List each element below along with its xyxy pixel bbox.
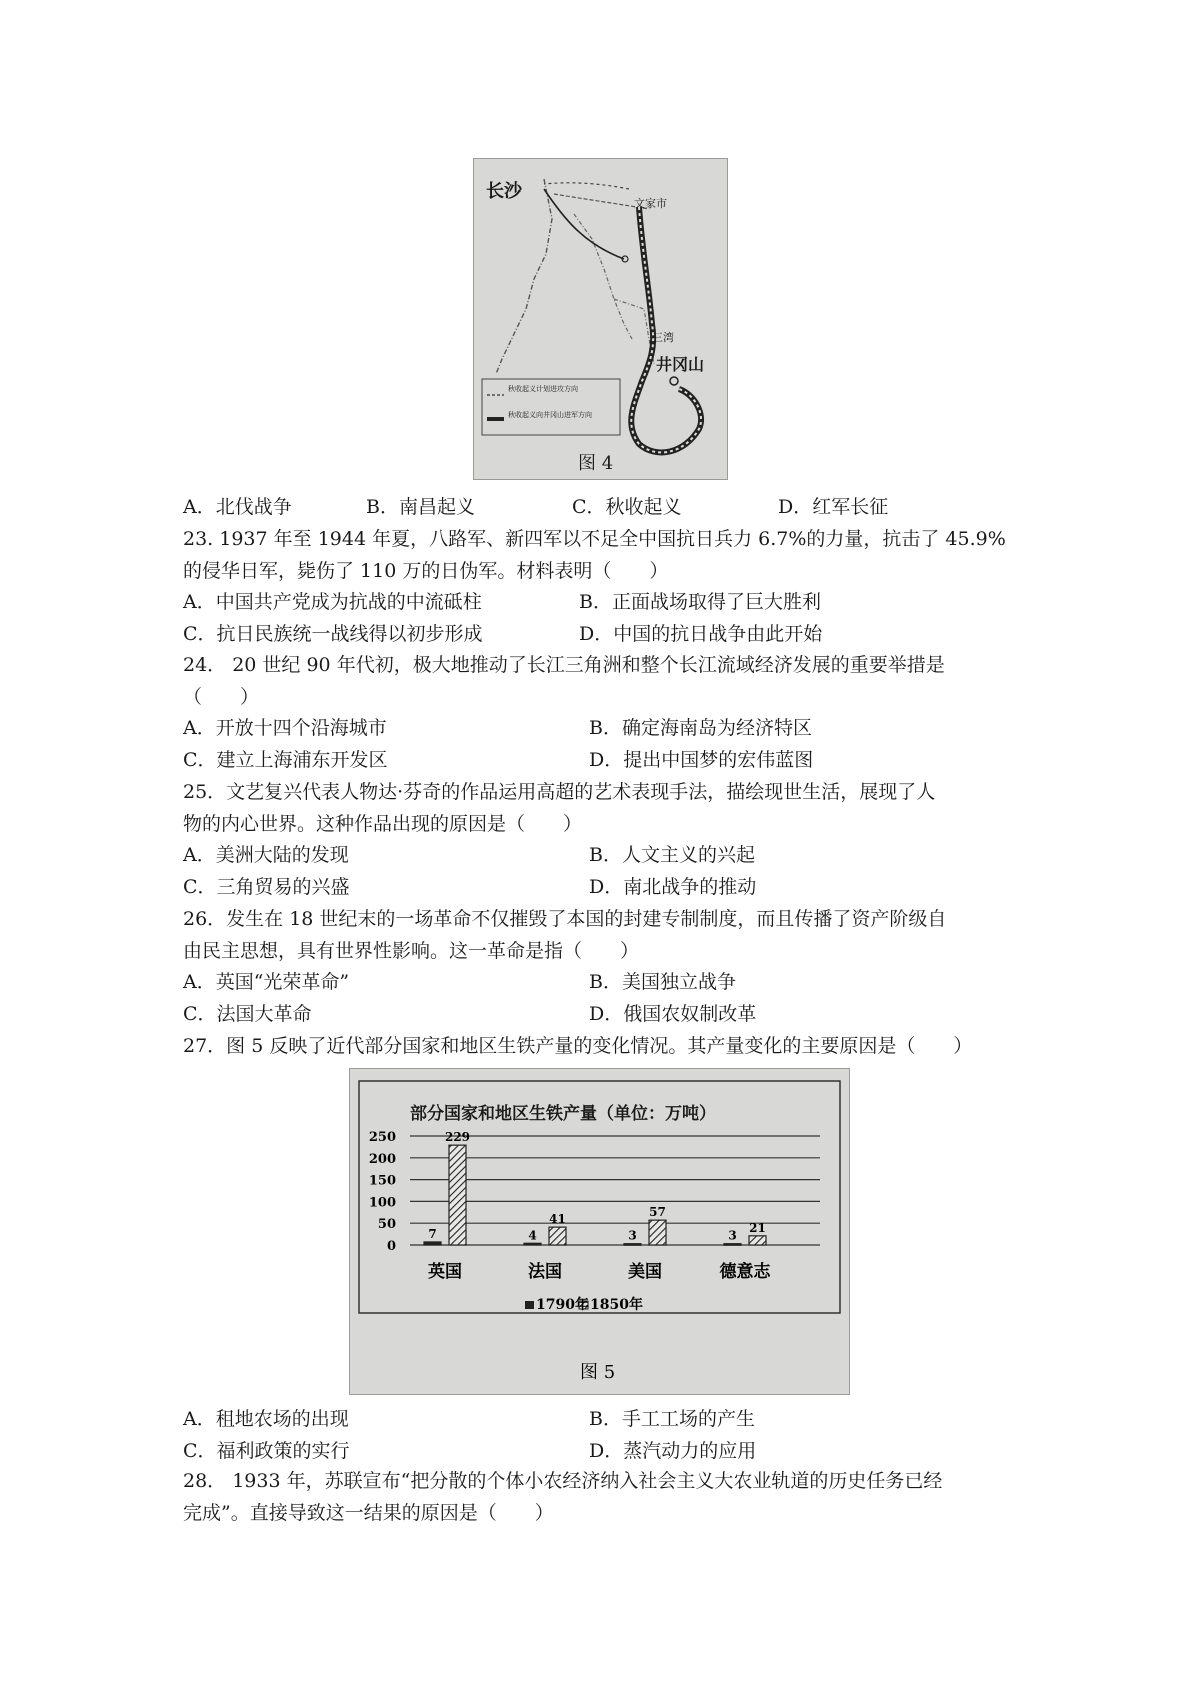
option-c[interactable]: C．福利政策的实行 <box>183 1439 350 1462</box>
chart-title: 部分国家和地区生铁产量（单位：万吨） <box>410 1104 716 1124</box>
bar-chart-svg <box>350 1069 849 1394</box>
place-label-jinggangshan: 井冈山 <box>656 355 705 374</box>
bar <box>449 1145 466 1245</box>
question-text: 由民主思想，具有世界性影响。这一革命是指（ ） <box>183 939 640 962</box>
border-line <box>496 179 552 374</box>
y-tick-label: 250 <box>368 1130 396 1145</box>
data-label: 7 <box>428 1226 437 1241</box>
border-line <box>574 214 632 339</box>
question-26 <box>183 904 1023 1030</box>
bar <box>649 1220 666 1245</box>
option-a[interactable]: A．租地农场的出现 <box>183 1408 349 1430</box>
bar <box>624 1244 641 1246</box>
question-22-options-block <box>183 492 1023 524</box>
option-row <box>183 492 1023 524</box>
option-d[interactable]: D．中国的抗日战争由此开始 <box>579 622 823 645</box>
place-label-wenjiashi: 文家市 <box>634 197 667 210</box>
legend-label-1850: 1850年 <box>590 1297 643 1313</box>
option-row <box>183 1436 1023 1468</box>
option-b[interactable]: B．手工工场的产生 <box>589 1408 755 1430</box>
option-row <box>183 840 1023 872</box>
data-label: 57 <box>649 1205 666 1220</box>
option-b[interactable]: B．确定海南岛为经济特区 <box>589 717 812 739</box>
legend-swatch-1790 <box>525 1301 534 1309</box>
question-text: 28． 1933 年，苏联宣布“把分散的个体小农经济纳入社会主义大农业轨道的历史任务已经 <box>183 1470 943 1492</box>
question-text: 26．发生在 18 世纪末的一场革命不仅摧毁了本国的封建专制制度，而且传播了资产阶级自 <box>183 908 947 930</box>
data-label: 229 <box>444 1130 471 1145</box>
data-label: 3 <box>728 1228 737 1243</box>
x-tick-label: 英国 <box>428 1262 462 1282</box>
question-28 <box>183 1466 1023 1529</box>
x-tick-label: 美国 <box>628 1262 662 1282</box>
data-label: 3 <box>628 1228 637 1243</box>
option-row <box>183 713 1023 745</box>
option-c[interactable]: C．抗日民族统一战线得以初步形成 <box>183 622 483 645</box>
option-row <box>183 587 1023 619</box>
city-marker <box>670 377 678 385</box>
question-25 <box>183 777 1023 903</box>
question-27-options-block <box>183 1404 1023 1467</box>
option-c[interactable]: C．秋收起义 <box>572 496 682 518</box>
option-row <box>183 745 1023 777</box>
data-label: 4 <box>528 1228 537 1243</box>
option-d[interactable]: D．蒸汽动力的应用 <box>589 1439 757 1462</box>
option-b[interactable]: B．美国独立战争 <box>589 971 736 993</box>
option-a[interactable]: A．开放十四个沿海城市 <box>183 717 387 739</box>
option-d[interactable]: D．红军长征 <box>778 496 889 518</box>
question-text: 物的内心世界。这种作品出现的原因是（ ） <box>183 812 583 835</box>
place-label-changsha: 长沙 <box>486 181 522 202</box>
y-tick-label: 150 <box>368 1173 396 1189</box>
question-text: 27．图 5 反映了近代部分国家和地区生铁产量的变化情况。其产量变化的主要原因是（ ） <box>183 1035 973 1057</box>
question-text: 完成”。直接导致这一结果的原因是（ ） <box>183 1501 554 1524</box>
y-tick-label: 100 <box>368 1195 396 1211</box>
y-tick-label: 0 <box>386 1239 396 1254</box>
option-b[interactable]: B．南昌起义 <box>366 496 475 518</box>
option-a[interactable]: A．北伐战争 <box>183 496 292 518</box>
question-23 <box>183 524 1023 650</box>
planned-attack-route <box>544 183 629 189</box>
legend-label-1790: 1790年 <box>536 1297 589 1313</box>
figure-5-caption: 图 5 <box>580 1362 616 1383</box>
figure-5-chart <box>349 1068 850 1395</box>
option-a[interactable]: A．英国“光荣革命” <box>183 971 350 993</box>
option-c[interactable]: C．建立上海浦东开发区 <box>183 748 388 771</box>
bar <box>424 1242 441 1245</box>
x-tick-label: 法国 <box>528 1262 562 1282</box>
option-b[interactable]: B．人文主义的兴起 <box>589 844 755 866</box>
y-tick-label: 50 <box>377 1217 396 1233</box>
y-tick-label: 200 <box>368 1151 396 1167</box>
question-24 <box>183 650 1023 776</box>
option-b[interactable]: B．正面战场取得了巨大胜利 <box>579 591 821 613</box>
bar <box>724 1244 741 1246</box>
planned-attack-route <box>544 189 624 259</box>
option-row <box>183 872 1023 904</box>
place-label-sanwan: 三湾 <box>652 331 674 344</box>
data-label: 21 <box>749 1220 766 1235</box>
x-tick-label: 德意志 <box>719 1262 771 1282</box>
figure-4-map <box>473 158 728 480</box>
option-d[interactable]: D．俄国农奴制改革 <box>589 1002 757 1025</box>
bar <box>549 1227 566 1245</box>
figure-4-caption: 图 4 <box>578 453 614 474</box>
option-row <box>183 1404 1023 1436</box>
question-text: 的侵华日军，毙伤了 110 万的日伪军。材料表明（ ） <box>183 559 669 582</box>
bar <box>749 1236 766 1245</box>
option-row <box>183 999 1023 1031</box>
option-c[interactable]: C．三角贸易的兴盛 <box>183 875 350 898</box>
option-row <box>183 619 1023 651</box>
data-label: 41 <box>549 1212 566 1227</box>
question-text: 23. 1937 年至 1944 年夏，八路军、新四军以不足全中国抗日兵力 6.7%的力量，抗击了 45.9% <box>183 528 1006 550</box>
question-text: （ ） <box>183 685 260 708</box>
legend-item-march: 秋收起义向井冈山进军方向 <box>508 411 592 419</box>
question-27 <box>183 1031 1023 1063</box>
option-a[interactable]: A．美洲大陆的发现 <box>183 844 349 866</box>
legend-item-planned: 秋收起义计划进攻方向 <box>508 385 578 393</box>
bar <box>524 1243 541 1245</box>
question-text: 25．文艺复兴代表人物达·芬奇的作品运用高超的艺术表现手法，描绘现世生活，展现了人 <box>183 781 936 803</box>
option-c[interactable]: C．法国大革命 <box>183 1002 312 1025</box>
option-d[interactable]: D．提出中国梦的宏伟蓝图 <box>589 748 814 771</box>
question-text: 24． 20 世纪 90 年代初，极大地推动了长江三角洲和整个长江流域经济发展的重要举措是 <box>183 654 945 676</box>
map-drawing <box>474 159 727 479</box>
option-d[interactable]: D．南北战争的推动 <box>589 875 757 898</box>
option-a[interactable]: A．中国共产党成为抗战的中流砥柱 <box>183 591 482 613</box>
option-row <box>183 967 1023 999</box>
